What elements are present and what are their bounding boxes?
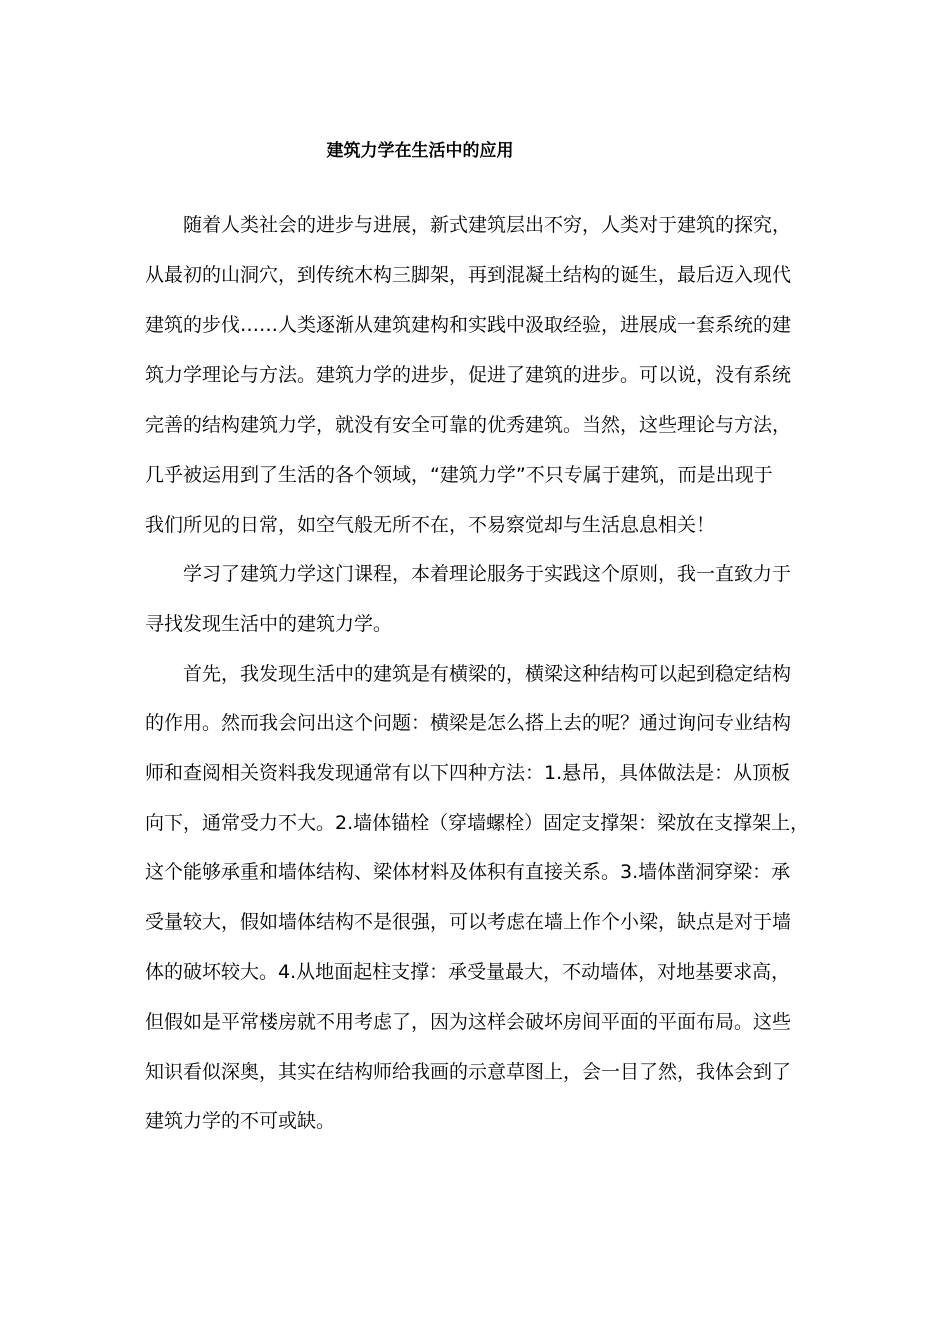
paragraph-2-line-2: 寻找发现生活中的建筑力学。 xyxy=(145,613,393,635)
paragraph-1-line-3: 建筑的步伐……人类逐渐从建筑建构和实践中汲取经验，进展成一套系统的建 xyxy=(145,314,792,336)
paragraph-1-line-5: 完善的结构建筑力学，就没有安全可靠的优秀建筑。当然，这些理论与方法， xyxy=(145,414,792,436)
paragraph-3-line-7: 体的破坏较大。4.从地面起柱支撑：承受量最大，不动墙体，对地基要求高， xyxy=(145,961,791,983)
paragraph-3-line-4: 向下，通常受力不大。2.墙体锚栓（穿墙螺栓）固定支撑架：梁放在支撑架上， xyxy=(145,812,810,834)
paragraph-3-line-5: 这个能够承重和墙体结构、梁体材料及体积有直接关系。3.墙体凿洞穿梁：承 xyxy=(145,861,791,883)
paragraph-1-line-2: 从最初的山洞穴，到传统木构三脚架，再到混凝土结构的诞生，最后迈入现代 xyxy=(145,264,792,286)
paragraph-3-line-3: 师和查阅相关资料我发现通常有以下四种方法：1.悬吊，具体做法是：从顶板 xyxy=(145,762,791,784)
paragraph-3-line-8: 但假如是平常楼房就不用考虑了，因为这样会破坏房间平面的平面布局。这些 xyxy=(145,1011,792,1033)
paragraph-2-line-1: 学习了建筑力学这门课程，本着理论服务于实践这个原则，我一直致力于 xyxy=(183,563,792,585)
document-title: 建筑力学在生活中的应用 xyxy=(326,141,514,161)
paragraph-1-line-1: 随着人类社会的进步与进展，新式建筑层出不穷，人类对于建筑的探究， xyxy=(183,214,792,236)
paragraph-3-line-6: 受量较大，假如墙体结构不是很强，可以考虑在墙上作个小梁，缺点是对于墙 xyxy=(145,911,792,933)
paragraph-3-line-2: 的作用。然而我会问出这个问题：横梁是怎么搭上去的呢？通过询问专业结构 xyxy=(145,712,792,734)
paragraph-1-line-7: 我们所见的日常，如空气般无所不在，不易察觉却与生活息息相关！ xyxy=(145,514,716,536)
paragraph-3-line-10: 建筑力学的不可或缺。 xyxy=(145,1110,336,1132)
paragraph-3-line-1: 首先，我发现生活中的建筑是有横梁的，横梁这种结构可以起到稳定结构 xyxy=(183,663,792,685)
paragraph-3-line-9: 知识看似深奥，其实在结构师给我画的示意草图上，会一目了然，我体会到了 xyxy=(145,1061,792,1083)
paragraph-1-line-6: 几乎被运用到了生活的各个领域，“建筑力学”不只专属于建筑，而是出现于 xyxy=(145,464,773,486)
paragraph-1-line-4: 筑力学理论与方法。建筑力学的进步，促进了建筑的进步。可以说，没有系统 xyxy=(145,364,792,386)
